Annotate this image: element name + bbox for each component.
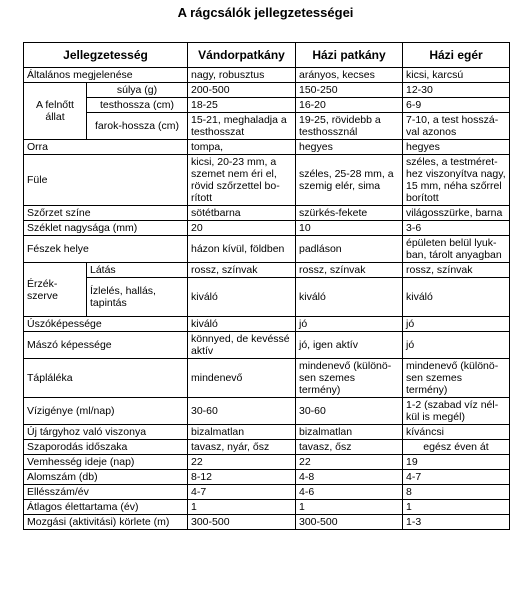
table-cell: rossz, színvak: [188, 263, 296, 278]
row-label: Füle: [24, 155, 188, 206]
table-cell: 1-3: [403, 515, 510, 530]
header-row: [24, 43, 510, 68]
table-cell: bizalmatlan: [188, 425, 296, 440]
table-row: [24, 515, 510, 530]
table-cell: kíváncsi: [403, 425, 510, 440]
row-label: Fészek helye: [24, 236, 188, 263]
table-cell: kiváló: [188, 278, 296, 317]
table-row: [24, 359, 510, 398]
table-row: [24, 398, 510, 425]
group-label: A felnőtt állat: [24, 83, 87, 140]
table-cell: hegyes: [296, 140, 403, 155]
table-cell: arányos, kecses: [296, 68, 403, 83]
table-cell: 19: [403, 455, 510, 470]
row-label: Szőrzet színe: [24, 206, 188, 221]
table-cell: jó: [403, 317, 510, 332]
table-cell: tavasz, ősz: [296, 440, 403, 455]
row-label: Ellésszám/év: [24, 485, 188, 500]
table-cell: kiváló: [403, 278, 510, 317]
row-label: Ízlelés, hallás, tapintás: [87, 278, 188, 317]
table-cell: 8-12: [188, 470, 296, 485]
table-row: [24, 425, 510, 440]
table-cell: 1: [403, 500, 510, 515]
table-cell: mindenevő (különö-sen szemes termény): [403, 359, 510, 398]
row-label: testhossza (cm): [87, 98, 188, 113]
table-cell: 1-2 (szabad víz nél-kül is megél): [403, 398, 510, 425]
table-row: [24, 332, 510, 359]
table-cell: 20: [188, 221, 296, 236]
column-header: Házi egér: [403, 43, 510, 68]
page-title: A rágcsálók jellegzetességei: [177, 5, 354, 20]
row-label: Mászó képessége: [24, 332, 188, 359]
table-cell: 4-7: [188, 485, 296, 500]
table-cell: 200-500: [188, 83, 296, 98]
table-cell: nagy, robusztus: [188, 68, 296, 83]
table-row: [24, 317, 510, 332]
table-row: [24, 140, 510, 155]
row-label: Széklet nagysága (mm): [24, 221, 188, 236]
table-cell: kicsi, 20-23 mm, a szemet nem éri el, rövid szőrzettel bo-rított: [188, 155, 296, 206]
table-row: [24, 83, 510, 98]
table-cell: egész éven át: [403, 440, 510, 455]
table-row: [24, 236, 510, 263]
table-row: [24, 98, 510, 113]
table-cell: széles, 25-28 mm, a szemig elér, sima: [296, 155, 403, 206]
table-cell: 30-60: [188, 398, 296, 425]
table-cell: szürkés-fekete: [296, 206, 403, 221]
table-row: [24, 155, 510, 206]
table-row: [24, 278, 510, 317]
table-cell: 19-25, rövidebb a testhossznál: [296, 113, 403, 140]
table-cell: 3-6: [403, 221, 510, 236]
table-cell: 15-21, meghaladja a testhosszat: [188, 113, 296, 140]
table-cell: jó: [296, 317, 403, 332]
table-cell: kiváló: [188, 317, 296, 332]
characteristics-table: [23, 42, 510, 530]
table-cell: rossz, színvak: [403, 263, 510, 278]
table-cell: 6-9: [403, 98, 510, 113]
table-row: [24, 485, 510, 500]
table-row: [24, 113, 510, 140]
table-cell: 1: [188, 500, 296, 515]
table-cell: 1: [296, 500, 403, 515]
table-cell: bizalmatlan: [296, 425, 403, 440]
table-cell: jó, igen aktív: [296, 332, 403, 359]
table-cell: kicsi, karcsú: [403, 68, 510, 83]
row-label: Új tárgyhoz való viszonya: [24, 425, 188, 440]
column-header: Jellegzetesség: [24, 43, 188, 68]
row-label: Vízigénye (ml/nap): [24, 398, 188, 425]
row-label: Tápláléka: [24, 359, 188, 398]
table-row: [24, 440, 510, 455]
table-row: [24, 500, 510, 515]
table-cell: házon kívül, földben: [188, 236, 296, 263]
table-cell: 12-30: [403, 83, 510, 98]
row-label: Orra: [24, 140, 188, 155]
row-label: Látás: [87, 263, 188, 278]
table-cell: 18-25: [188, 98, 296, 113]
table-cell: 150-250: [296, 83, 403, 98]
table-cell: mindenevő: [188, 359, 296, 398]
row-label: súlya (g): [87, 83, 188, 98]
group-label: Érzék-szerve: [24, 263, 87, 317]
table-cell: világosszürke, barna: [403, 206, 510, 221]
table-row: [24, 206, 510, 221]
table-cell: mindenevő (különö-sen szemes termény): [296, 359, 403, 398]
table-cell: 300-500: [296, 515, 403, 530]
row-label: farok-hossza (cm): [87, 113, 188, 140]
table-cell: 4-7: [403, 470, 510, 485]
table-cell: kiváló: [296, 278, 403, 317]
row-label: Vemhesség ideje (nap): [24, 455, 188, 470]
table-cell: 300-500: [188, 515, 296, 530]
row-label: Alomszám (db): [24, 470, 188, 485]
table-cell: 22: [296, 455, 403, 470]
table-cell: 30-60: [296, 398, 403, 425]
row-label: Mozgási (aktivitási) körlete (m): [24, 515, 188, 530]
table-row: [24, 455, 510, 470]
table-cell: jó: [403, 332, 510, 359]
row-label: Átlagos élettartama (év): [24, 500, 188, 515]
table-row: [24, 68, 510, 83]
table-cell: 8: [403, 485, 510, 500]
table-cell: 16-20: [296, 98, 403, 113]
table-cell: 4-8: [296, 470, 403, 485]
row-label: Úszóképessége: [24, 317, 188, 332]
table-cell: 4-6: [296, 485, 403, 500]
table-cell: épületen belül lyuk-ban, tárolt anyagban: [403, 236, 510, 263]
table-cell: rossz, színvak: [296, 263, 403, 278]
column-header: Házi patkány: [296, 43, 403, 68]
table-cell: padláson: [296, 236, 403, 263]
row-label: Általános megjelenése: [24, 68, 188, 83]
table-cell: könnyed, de kevéssé aktív: [188, 332, 296, 359]
table-cell: sötétbarna: [188, 206, 296, 221]
table-cell: hegyes: [403, 140, 510, 155]
table-row: [24, 263, 510, 278]
table-cell: 10: [296, 221, 403, 236]
column-header: Vándorpatkány: [188, 43, 296, 68]
table-cell: 22: [188, 455, 296, 470]
table-cell: 7-10, a test hosszá-val azonos: [403, 113, 510, 140]
table-cell: széles, a testméret-hez viszonyítva nagy, 15 mm, néha szőrrel borított: [403, 155, 510, 206]
table-row: [24, 221, 510, 236]
table-cell: tompa,: [188, 140, 296, 155]
table-cell: tavasz, nyár, ősz: [188, 440, 296, 455]
table-row: [24, 470, 510, 485]
row-label: Szaporodás időszaka: [24, 440, 188, 455]
